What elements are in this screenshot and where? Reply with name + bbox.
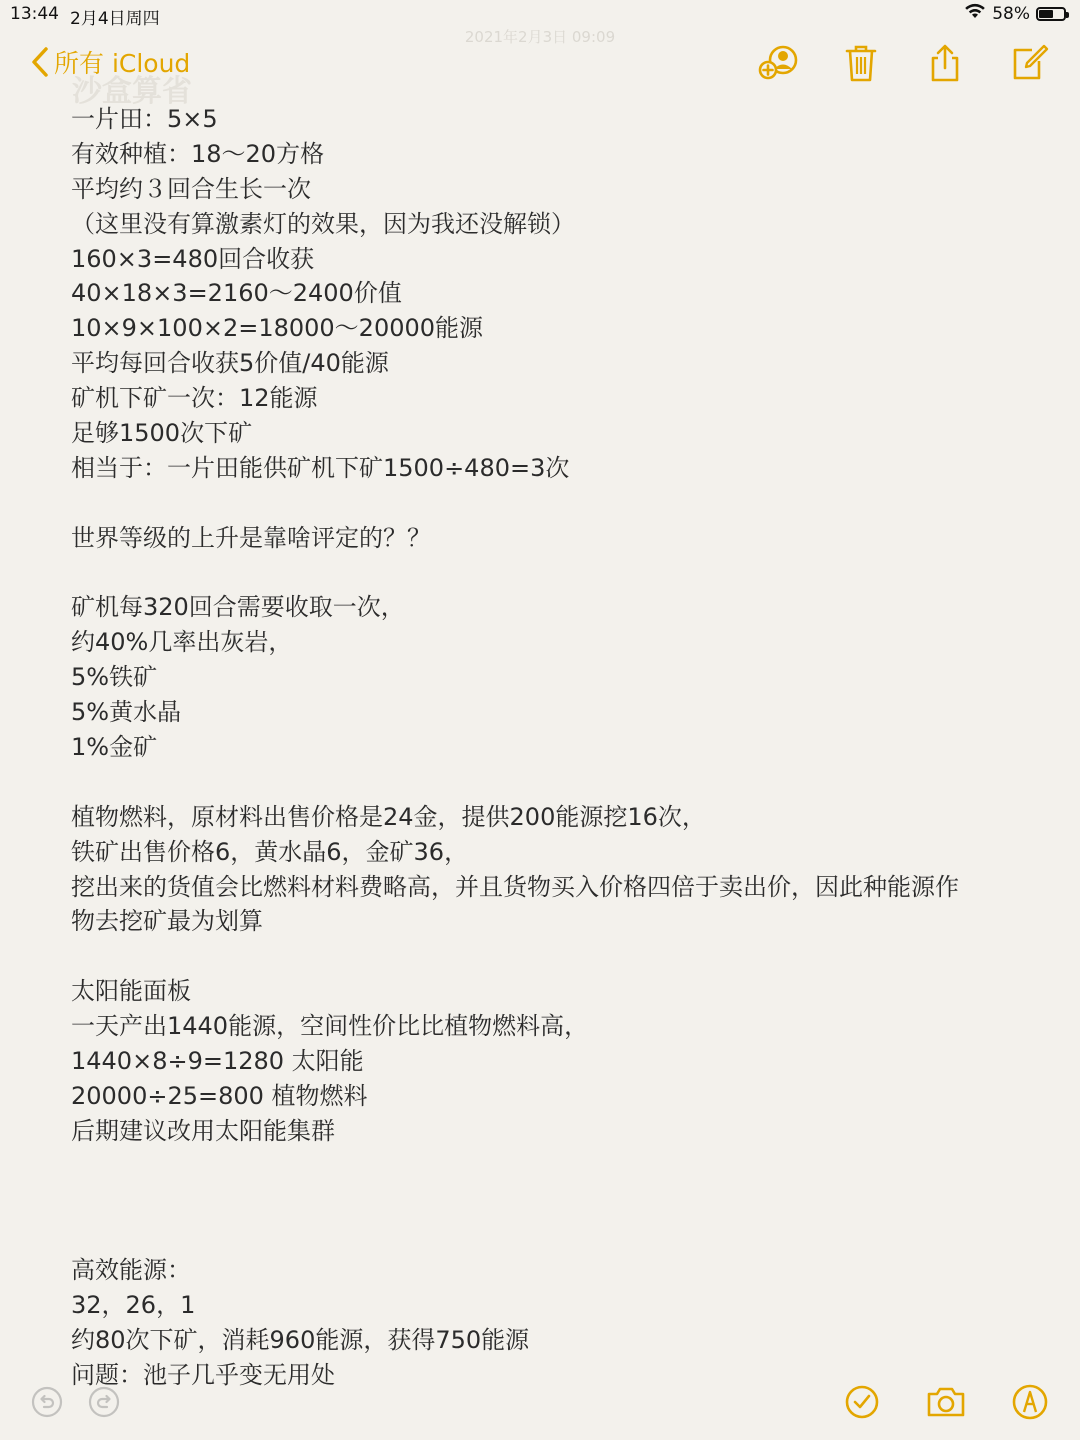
note-line: 铁矿出售价格6，黄水晶6，金矿36， — [71, 837, 469, 866]
note-line: 约40%几率出灰岩， — [71, 628, 293, 657]
battery-percent: 58% — [992, 3, 1030, 24]
status-date: 2月4日周四 — [70, 9, 160, 29]
note-line — [71, 556, 1031, 591]
undo-icon[interactable] — [25, 1380, 69, 1424]
battery-icon — [1036, 7, 1066, 21]
note-body[interactable] — [71, 102, 1031, 1390]
status-time: 13:44 — [10, 4, 59, 24]
checklist-icon[interactable] — [840, 1380, 884, 1424]
add-person-icon[interactable] — [757, 42, 799, 84]
note-line — [71, 1219, 1031, 1254]
note-line: 平均每回合收获5价值/40能源 — [71, 349, 389, 378]
note-line: 世界等级的上升是靠啥评定的？？ — [71, 523, 431, 552]
note-line: 平均约３回合生长一次 — [71, 174, 311, 203]
redo-icon[interactable] — [82, 1380, 126, 1424]
note-header-date: 2021年2月3日 09:09 — [464, 28, 616, 46]
note-line: 矿机下矿一次：12能源 — [71, 384, 318, 413]
note-line: 植物燃料，原材料出售价格是24金，提供200能源挖16次， — [71, 802, 706, 831]
note-line: 约80次下矿，消耗960能源，获得750能源 — [71, 1326, 530, 1355]
note-line: 相当于：一片田能供矿机下矿1500÷480=3次 — [71, 453, 570, 482]
note-line: 挖出来的货值会比燃料材料费略高，并且货物买入价格四倍于卖出价，因此种能源作 — [71, 872, 959, 901]
back-label: 所有 iCloud — [54, 49, 191, 78]
note-line — [71, 765, 1031, 800]
note-line: 40×18×3=2160～2400价值 — [71, 279, 402, 308]
note-line: 足够1500次下矿 — [71, 419, 253, 448]
status-right — [964, 3, 1066, 24]
note-line: 1%金矿 — [71, 733, 158, 762]
wifi-icon — [964, 3, 986, 24]
note-line — [71, 1184, 1031, 1219]
note-line: 有效种植：18～20方格 — [71, 139, 325, 168]
note-line: 物去挖矿最为划算 — [71, 907, 263, 936]
note-line: 高效能源： — [71, 1256, 191, 1285]
note-line: 10×9×100×2=18000～20000能源 — [71, 314, 484, 343]
note-line: 5%黄水晶 — [71, 698, 182, 727]
bottom-toolbar — [0, 1380, 1080, 1430]
chevron-left-icon — [30, 46, 50, 78]
note-line: 5%铁矿 — [71, 663, 158, 692]
battery-fill — [1039, 10, 1053, 18]
compose-icon[interactable] — [1008, 42, 1050, 84]
note-header-title: 沙盒算省 — [72, 74, 192, 109]
note-line: 矿机每320回合需要收取一次， — [71, 593, 405, 622]
note-line — [71, 486, 1031, 521]
share-icon[interactable] — [924, 42, 966, 84]
note-line: 太阳能面板 — [71, 977, 191, 1006]
note-line: 160×3=480回合收获 — [71, 244, 315, 273]
note-line: 一天产出1440能源，空间性价比比植物燃料高， — [71, 1012, 589, 1041]
note-line: 一片田：5×5 — [71, 105, 218, 133]
note-line: （这里没有算激素灯的效果，因为我还没解锁） — [71, 209, 575, 238]
note-line: 1440×8÷9=1280 太阳能 — [71, 1047, 364, 1076]
markup-icon[interactable] — [1008, 1380, 1052, 1424]
note-line — [71, 939, 1031, 974]
toolbar — [0, 36, 1080, 92]
note-line: 后期建议改用太阳能集群 — [71, 1116, 335, 1145]
note-line: 32，26，1 — [71, 1291, 196, 1320]
trash-icon[interactable] — [840, 42, 882, 84]
note-line: 问题：池子几乎变无用处 — [71, 1361, 335, 1390]
back-button[interactable] — [30, 44, 190, 80]
camera-icon[interactable] — [924, 1380, 968, 1424]
note-line — [71, 1149, 1031, 1184]
note-line: 20000÷25=800 植物燃料 — [71, 1081, 368, 1110]
